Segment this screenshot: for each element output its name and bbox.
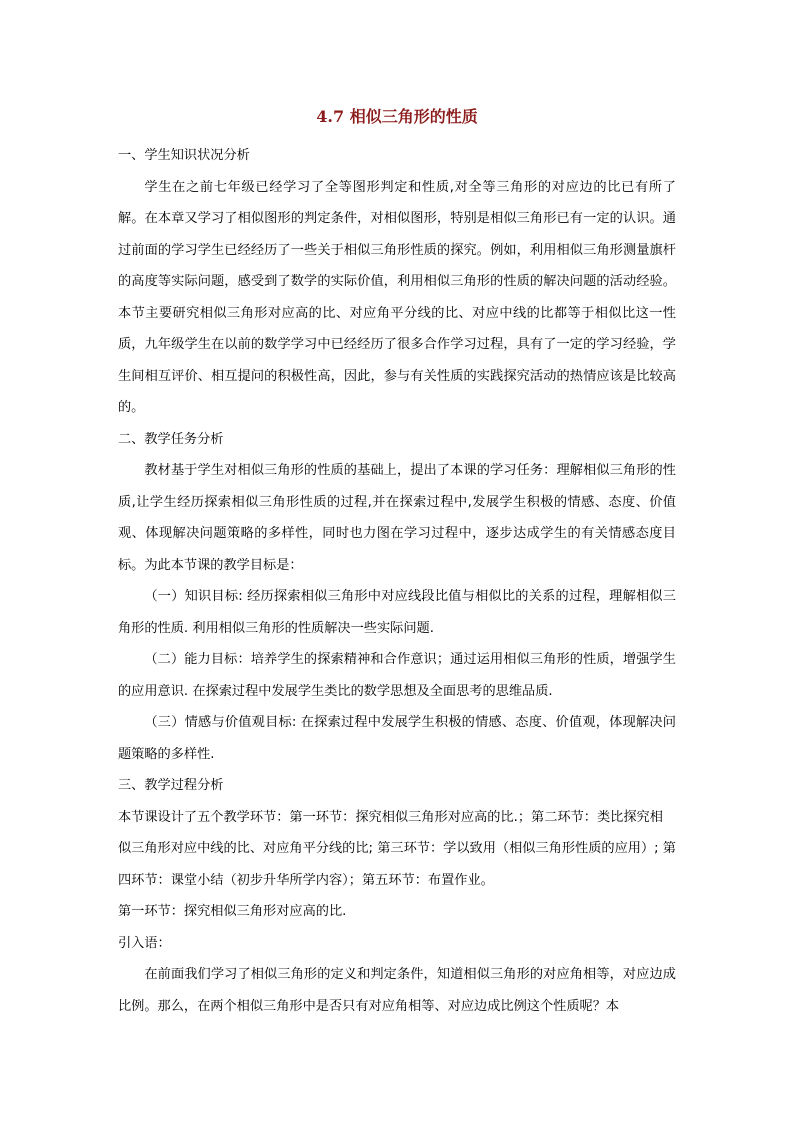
- paragraph-emotion-goal: （三）情感与价值观目标: 在探索过程中发展学生积极的情感、态度、价值观，体现解决问题策略的多样性.: [118, 715, 676, 762]
- document-body: [118, 140, 676, 1022]
- paragraph-process-overview: 本节课设计了五个教学环节：第一环节：探究相似三角形对应高的比.；第二环节：类比探究相似三角形对应中线的比、对应角平分线的比; 第三环节：学以致用（相似三角形性质的应用）; 第四环节：课堂小结（初步升华所学内容）；第五环节：布置作业。: [118, 809, 676, 888]
- line-first-stage: 第一环节：探究相似三角形对应高的比.: [118, 904, 347, 919]
- paragraph-knowledge-goal: （一）知识目标: 经历探索相似三角形中对应线段比值与相似比的关系的过程，理解相似三角形的性质. 利用相似三角形的性质解决一些实际问题.: [118, 589, 676, 636]
- paragraph-task-analysis: 教材基于学生对相似三角形的性质的基础上，提出了本课的学习任务：理解相似三角形的性质,让学生经历探索相似三角形性质的过程,并在探索过程中,发展学生积极的情感、态度、价值观、体现解决问题策略的多样性，同时也力图在学习过程中，逐步达成学生的有关情感态度目标。为此本节课的教学目标是：: [118, 463, 676, 573]
- paragraph-ability-goal: （二）能力目标：培养学生的探索精神和合作意识；通过运用相似三角形的性质，增强学生的应用意识. 在探索过程中发展学生类比的数学思想及全面思考的思维品质.: [118, 652, 676, 699]
- section-heading-3: 三、教学过程分析: [118, 778, 224, 793]
- line-intro-label: 引入语：: [118, 935, 171, 951]
- section-heading-1: 一、学生知识状况分析: [118, 148, 250, 163]
- paragraph-student-analysis: 学生在之前七年级已经学习了全等图形判定和性质,对全等三角形的对应边的比已有所了解。在本章又学习了相似图形的判定条件，对相似图形，特别是相似三角形已有一定的认识。通过前面的学习学生已经经历了一些关于相似三角形性质的探究。例如，利用相似三角形测量旗杆的高度等实际问题，感受到了数学的实际价值，利用相似三角形的性质的解决问题的活动经验。本节主要研究相似三角形对应高的比、对应角平分线的比、对应中线的比都等于相似比这一性质，九年级学生在以前的数学学习中已经经历了很多合作学习过程，具有了一定的学习经验，学生间相互评价、相互提问的积极性高，因此，参与有关性质的实践探究活动的热情应该是比较高的。: [118, 179, 676, 415]
- paragraph-intro-text: 在前面我们学习了相似三角形的定义和判定条件，知道相似三角形的对应角相等，对应边成比例。那么，在两个相似三角形中是否只有对应角相等、对应边成比例这个性质呢？本: [118, 967, 676, 1014]
- section-heading-2: 二、教学任务分析: [118, 431, 224, 447]
- document-title: 4.7 相似三角形的性质: [316, 107, 478, 126]
